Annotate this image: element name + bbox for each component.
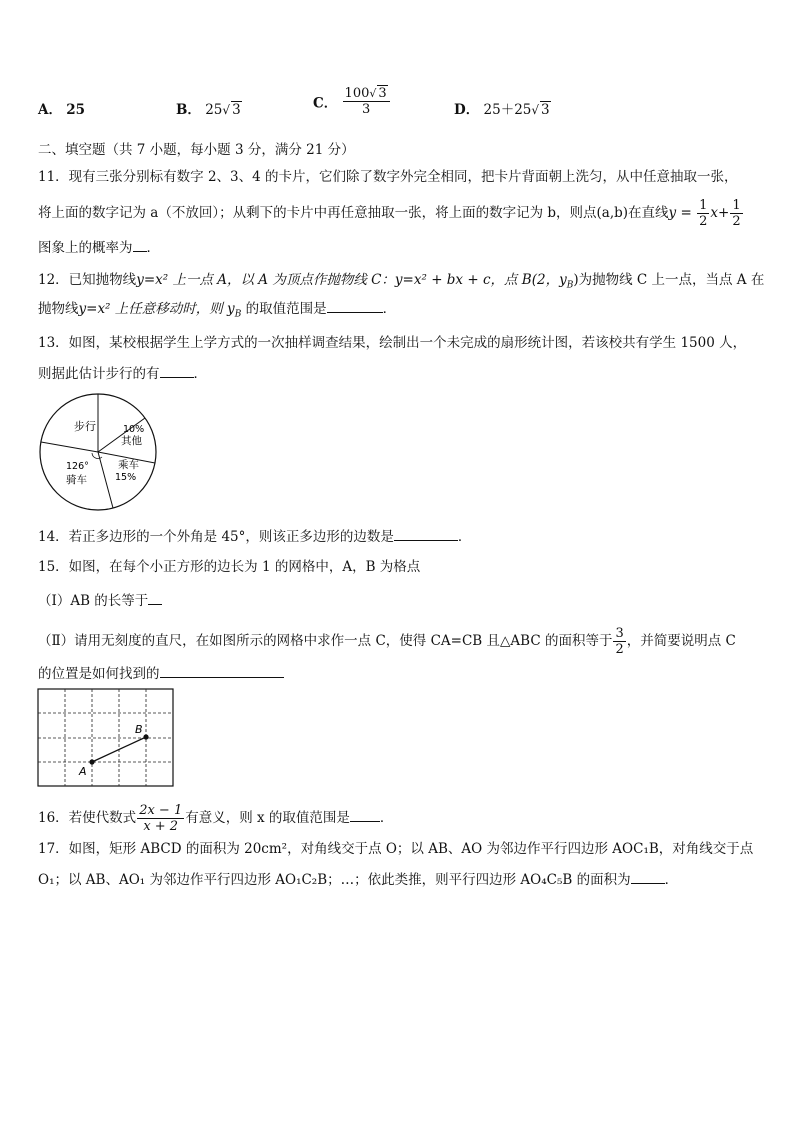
pie-label-other-pct: 10% [123, 424, 145, 435]
choice-d-lead: 25＋25 [483, 102, 532, 118]
q12-line1-sub: B [566, 280, 574, 291]
q12-line2-sub: B [234, 309, 242, 320]
pie-label-bike: 骑车 [66, 474, 87, 486]
q11-frac1-num: 1 [699, 198, 708, 213]
q15-answer-blank[interactable] [160, 665, 284, 678]
choice-a-value: 25 [66, 102, 86, 118]
q14-text: 14．若正多边形的一个外角是 45°，则该正多边形的边数是 [38, 529, 394, 545]
q11-line3-text: 图象上的概率为 [38, 240, 133, 256]
q11-eq-y: y [668, 205, 677, 221]
pie-label-walk: 步行 [74, 420, 96, 433]
q14-line: 14．若正多边形的一个外角是 45°，则该正多边形的边数是 ． [38, 529, 472, 545]
q13-answer-blank[interactable] [160, 365, 194, 378]
label-b: B [135, 723, 143, 736]
q15-frac-den: 2 [615, 642, 624, 657]
choice-d-letter: D． [454, 102, 480, 118]
choice-b-letter: B． [176, 102, 201, 118]
choice-a [38, 98, 85, 118]
choice-d-root: 3 [541, 102, 550, 118]
q12-line1-math: y=x² 上一点 A，以 A 为顶点作抛物线 C：y=x² + bx + c，点 B(2，y [136, 272, 567, 288]
q11-eq-equals: = [676, 205, 697, 221]
q17-answer-blank[interactable] [631, 871, 665, 884]
q15-part1 [38, 592, 162, 610]
q13-line1: 13．如图，某校根据学生上学方式的一次抽样调查结果，绘制出一个未完成的扇形统计图，若该校共有学生 1500 人， [38, 335, 747, 351]
q13-line2-text: 则据此估计步行的有 [38, 366, 160, 382]
q15-frac-num: 3 [615, 626, 624, 641]
q11-fraction-1 [697, 198, 709, 229]
pie-chart-figure [36, 390, 160, 514]
q15-fraction [613, 626, 625, 657]
q16-post: 有意义，则 x 的取值范围是 [185, 810, 350, 826]
choice-b-root: 3 [232, 102, 241, 118]
q11-line1: 11．现有三张分别标有数字 2、3、4 的卡片，它们除了数字外完全相同，把卡片背面朝上洗匀，从中任意抽取一张， [38, 169, 738, 185]
pie-label-bus: 乘车 [118, 459, 139, 471]
choice-c [313, 86, 391, 117]
q17-line2-text: O₁；以 AB、AO₁ 为邻边作平行四边形 AO₁C₂B；…；依此类推，则平行四边形 AO₄C₅B 的面积为 [38, 872, 631, 888]
choice-c-num-lead: 100 [344, 86, 370, 101]
q14-answer-blank[interactable] [394, 528, 458, 541]
choice-b-value: 25 [205, 102, 223, 118]
q11-line3: 图象上的概率为 ． [38, 240, 160, 256]
label-a: A [79, 765, 87, 778]
q16-pre: 16．若使代数式 [38, 810, 137, 826]
section-heading: 二、填空题（共 7 小题，每小题 3 分，满分 21 分） [38, 142, 355, 158]
q16-answer-blank[interactable] [350, 809, 380, 822]
q15-part2 [38, 626, 736, 657]
q12-line1-lead: 12．已知抛物线 [38, 272, 137, 288]
q11-frac2-den: 2 [732, 214, 741, 229]
q15-part1-text: （Ⅰ）AB 的长等于 [38, 593, 149, 609]
q12-line2-math: y=x² 上任意移动时，则 y [78, 301, 235, 317]
q13-line2: 则据此估计步行的有 ． [38, 366, 207, 382]
choice-c-fraction: $\frac{100√ 3}{3}$ [343, 86, 390, 117]
q15-line1: 15．如图，在每个小正方形的边长为 1 的网格中，A，B 为格点 [38, 559, 421, 575]
q11-fraction-2 [730, 198, 742, 229]
q15-line4 [38, 665, 284, 683]
choice-b: B． 25√ 3 [176, 102, 241, 118]
q11-line2 [38, 198, 744, 229]
q17-line2: O₁；以 AB、AO₁ 为邻边作平行四边形 AO₁C₂B；…；依此类推，则平行四边形 AO₄C₅B 的面积为 ． [38, 872, 679, 888]
q16-line: 16．若使代数式 $\frac{2x - 1}{x + 2}$ 有意义，则 x 的取值范围是 ． [38, 803, 394, 834]
q11-eq-plus: + [718, 205, 730, 221]
choice-c-den: 3 [361, 102, 371, 117]
q12-line2-lead: 抛物线 [38, 301, 79, 317]
q15-part2-tail: ，并简要说明点 C [626, 633, 736, 649]
choice-d: D． 25＋25√ 3 [454, 102, 550, 118]
choice-c-letter: C． [313, 95, 338, 112]
q12-line1-tail: )为抛物线 C 上一点，当点 A 在 [573, 272, 765, 288]
q11-frac1-den: 2 [699, 214, 708, 229]
q16-den: x + 2 [143, 819, 179, 834]
point-a [89, 759, 94, 764]
choice-c-num-root: 3 [378, 86, 387, 101]
q12-line2: 抛物线y=x² 上任意移动时，则 $y_B$ 的取值范围是 ． [38, 301, 397, 320]
q15-line4-text: 的位置是如何找到的 [38, 666, 160, 682]
q11-frac2-num: 1 [732, 198, 741, 213]
q16-num: 2x − 1 [139, 803, 183, 818]
q15-part2-lead: （Ⅱ）请用无刻度的直尺，在如图所示的网格中求作一点 C，使得 CA=CB 且△ABC 的面积等于 [38, 633, 613, 649]
pie-label-bus-pct: 15% [115, 472, 137, 483]
q11-line2-text: 将上面的数字记为 a（不放回）；从剩下的卡片中再任意抽取一张，将上面的数字记为 b，则点(a,b)在直线 [38, 205, 669, 221]
choice-a-letter: A． [38, 102, 62, 118]
q15-part1-blank[interactable] [148, 592, 162, 605]
q12-line2-tail: 的取值范围是 [241, 301, 327, 317]
q11-answer-blank[interactable] [133, 239, 147, 252]
pie-label-other: 其他 [121, 435, 142, 447]
q17-line1: 17．如图，矩形 ABCD 的面积为 20cm²，对角线交于点 O；以 AB、AO 为邻边作平行四边形 AOC₁B，对角线交于点 [38, 841, 754, 857]
q16-fraction [137, 803, 184, 834]
q11-eq-x: x [710, 205, 718, 221]
q12-line1 [38, 271, 764, 295]
grid-frame [38, 689, 173, 786]
point-b [143, 734, 148, 739]
pie-label-bike-deg: 126° [66, 461, 89, 472]
q12-answer-blank[interactable] [327, 300, 383, 313]
grid-figure [37, 688, 177, 788]
